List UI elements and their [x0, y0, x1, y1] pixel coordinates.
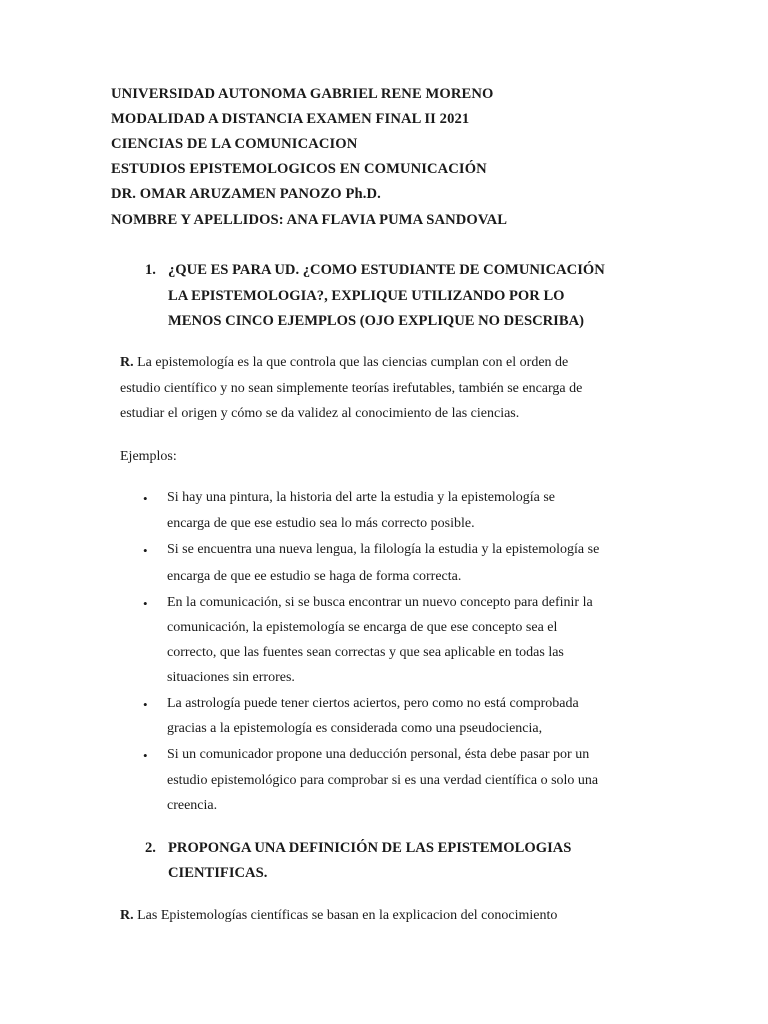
question-1-line: ¿QUE ES PARA UD. ¿COMO ESTUDIANTE DE COMUNICACIÓN [168, 262, 605, 278]
examples-label: Ejemplos: [120, 449, 177, 464]
answer-1-line: estudiar el origen y cómo se da validez al conocimiento de las ciencias. [120, 406, 520, 421]
question-2-number: 2. [145, 840, 156, 856]
example-line: Si hay una pintura, la historia del arte la estudia y la epistemología se [167, 490, 556, 505]
example-line: comunicación, la epistemología se encarga de que ese concepto sea el [167, 620, 558, 635]
answer-2-marker: R. [120, 908, 134, 923]
bullet-icon: • [143, 697, 148, 712]
header-career: CIENCIAS DE LA COMUNICACION [111, 136, 358, 152]
bullet-icon: • [143, 491, 148, 506]
question-1-line: LA EPISTEMOLOGIA?, EXPLIQUE UTILIZANDO POR LO [168, 288, 565, 304]
bullet-icon: • [143, 543, 148, 558]
example-line: En la comunicación, si se busca encontrar un nuevo concepto para definir la [167, 595, 593, 610]
example-line: Si se encuentra una nueva lengua, la filología la estudia y la epistemología se [167, 542, 600, 557]
bullet-icon: • [143, 748, 148, 763]
example-line: creencia. [167, 798, 218, 813]
header-student-name: NOMBRE Y APELLIDOS: ANA FLAVIA PUMA SANDOVAL [111, 212, 508, 228]
example-line: La astrología puede tener ciertos aciertos, pero como no está comprobada [167, 696, 579, 711]
question-2-line: PROPONGA UNA DEFINICIÓN DE LAS EPISTEMOLOGIAS [168, 840, 572, 856]
bullet-icon: • [143, 596, 148, 611]
question-2-line: CIENTIFICAS. [168, 865, 268, 881]
example-line: correcto, que las fuentes sean correctas y que sea aplicable en todas las [167, 645, 564, 660]
header-university: UNIVERSIDAD AUTONOMA GABRIEL RENE MORENO [111, 86, 494, 102]
question-1-line: MENOS CINCO EJEMPLOS (OJO EXPLIQUE NO DESCRIBA) [168, 313, 584, 329]
example-line: encarga de que ee estudio se haga de forma correcta. [167, 569, 462, 584]
header-modality: MODALIDAD A DISTANCIA EXAMEN FINAL II 2021 [111, 111, 470, 127]
answer-1-marker: R. [120, 355, 134, 370]
example-line: estudio epistemológico para comprobar si es una verdad científica o solo una [167, 773, 599, 788]
answer-2-line: R. Las Epistemologías científicas se basan en la explicacion del conocimiento [120, 908, 558, 923]
example-line: Si un comunicador propone una deducción personal, ésta debe pasar por un [167, 747, 590, 762]
header-subject: ESTUDIOS EPISTEMOLOGICOS EN COMUNICACIÓN [111, 161, 487, 177]
answer-1-line: R. La epistemología es la que controla que las ciencias cumplan con el orden de [120, 355, 569, 370]
example-line: gracias a la epistemología es considerada como una pseudociencia, [167, 721, 543, 736]
header-professor: DR. OMAR ARUZAMEN PANOZO Ph.D. [111, 186, 381, 202]
answer-1-line: estudio científico y no sean simplemente teorías irefutables, también se encarga de [120, 381, 583, 396]
question-1-number: 1. [145, 262, 156, 278]
example-line: situaciones sin errores. [167, 670, 295, 685]
example-line: encarga de que ese estudio sea lo más correcto posible. [167, 516, 475, 531]
